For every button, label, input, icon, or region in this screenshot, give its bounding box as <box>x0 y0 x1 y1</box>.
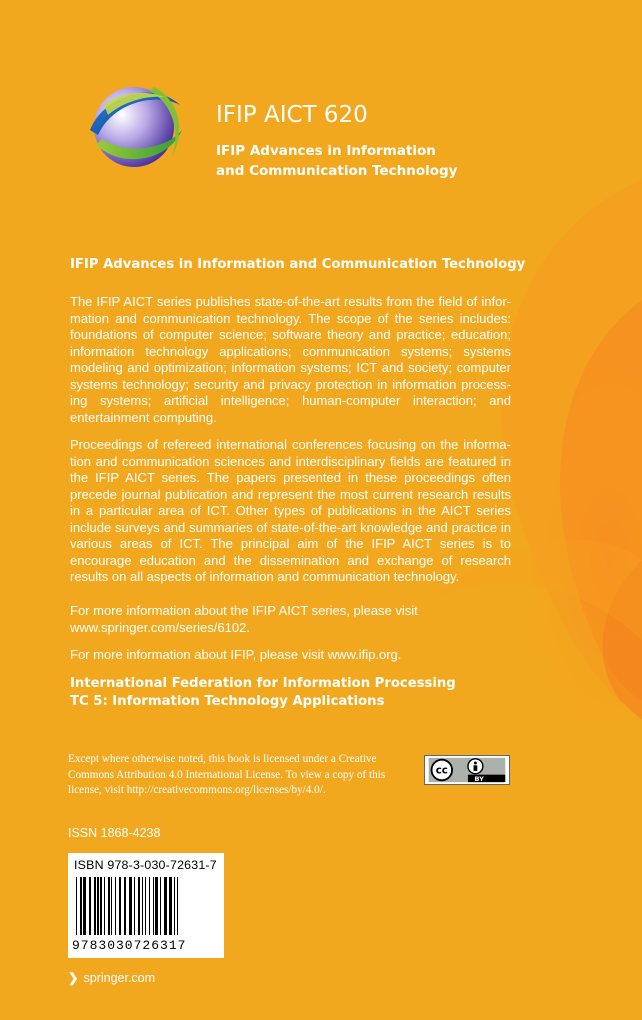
barcode-bar <box>177 877 178 935</box>
technical-committee: TC 5: Information Technology Applications <box>70 694 385 709</box>
cc-by-license-icon <box>424 755 510 785</box>
barcode-digits: 9783030726317 <box>72 938 187 953</box>
barcode-bars <box>72 877 220 937</box>
organization-name: International Federation for Information Processing <box>70 676 456 691</box>
barcode-bar <box>97 877 99 935</box>
springer-link-text: springer.com <box>83 971 156 985</box>
barcode-bar <box>134 877 135 935</box>
barcode-bar <box>169 877 172 935</box>
series-info-line1: For more information about the IFIP AICT series, please visit <box>70 603 418 618</box>
isbn-label: ISBN 978-3-030-72631-7 <box>74 858 217 872</box>
barcode-bar <box>83 877 86 935</box>
series-name-line1: IFIP Advances in Information <box>216 143 436 159</box>
barcode-bar <box>94 877 96 935</box>
ifip-globe-logo-icon <box>84 75 188 179</box>
barcode-bar <box>124 877 126 935</box>
barcode-bar <box>145 877 146 935</box>
cc-badge-by-text: BY <box>474 775 484 784</box>
organization-block <box>70 675 530 711</box>
cc-badge-cc-text: cc <box>435 764 448 777</box>
barcode-bar <box>76 877 77 935</box>
series-code: IFIP AICT 620 <box>216 102 368 128</box>
barcode-bar <box>142 877 143 935</box>
barcode-bar <box>104 877 105 935</box>
series-name <box>216 141 516 181</box>
barcode-bar <box>153 877 154 935</box>
series-url: www.springer.com/series/6102. <box>70 619 250 635</box>
barcode-bar <box>89 877 91 935</box>
barcode-bar <box>115 877 116 935</box>
series-info <box>70 603 520 636</box>
barcode-bar <box>138 877 140 935</box>
issn: ISSN 1868-4238 <box>68 826 161 840</box>
barcode-bar <box>108 877 110 935</box>
barcode-bar <box>119 877 121 935</box>
chevron-right-icon: ❯ <box>68 971 79 985</box>
description-paragraph-1: The IFIP AICT series publishes state-of-the-art results from the field of information and communication technology. The scope of the series includes: foundations of computer science; software theory and practice; education; information technology applications; communication systems; systems modeling and optimization; information systems; ICT and society; computer systems technology; security and privacy protection in information processing systems; artificial intelligence; human-computer interaction; and entertainment computing. <box>70 294 511 425</box>
barcode-bar <box>164 877 167 935</box>
barcode-bar <box>111 877 112 935</box>
ifip-info: For more information about IFIP, please visit www.ifip.org. <box>70 647 402 662</box>
springer-link[interactable] <box>68 970 155 985</box>
section-heading: IFIP Advances in Information and Communication Technology <box>70 257 526 272</box>
barcode-bar <box>149 877 150 935</box>
barcode-bar <box>160 877 161 935</box>
series-name-line2: and Communication Technology <box>216 163 458 179</box>
barcode-bar <box>129 877 132 935</box>
barcode-bar <box>80 877 82 935</box>
license-notice: Except where otherwise noted, this book is licensed under a Creative Commons Attribution 4.0 International License. To view a copy of this license, visit http://creativecommons.org/licenses/by/4.0/. <box>68 753 386 796</box>
description-paragraph-2: Proceedings of refereed international conferences focusing on the information and communication sciences and interdisciplinary fields are featured in the IFIP AICT series. The papers presented in these proceedings often precede journal publication and represent the most current research results in a particular area of ICT. Other types of publications in the AICT series include surveys and summaries of state-of-the-art knowledge and practice in various areas of ICT. The principal aim of the IFIP AICT series is to encourage education and the dissemination and exchange of research results on all aspects of information and communication technology. <box>70 437 511 584</box>
barcode-bar <box>155 877 158 935</box>
barcode-bar <box>174 877 175 935</box>
isbn-barcode <box>68 853 224 958</box>
barcode-bar <box>100 877 102 935</box>
